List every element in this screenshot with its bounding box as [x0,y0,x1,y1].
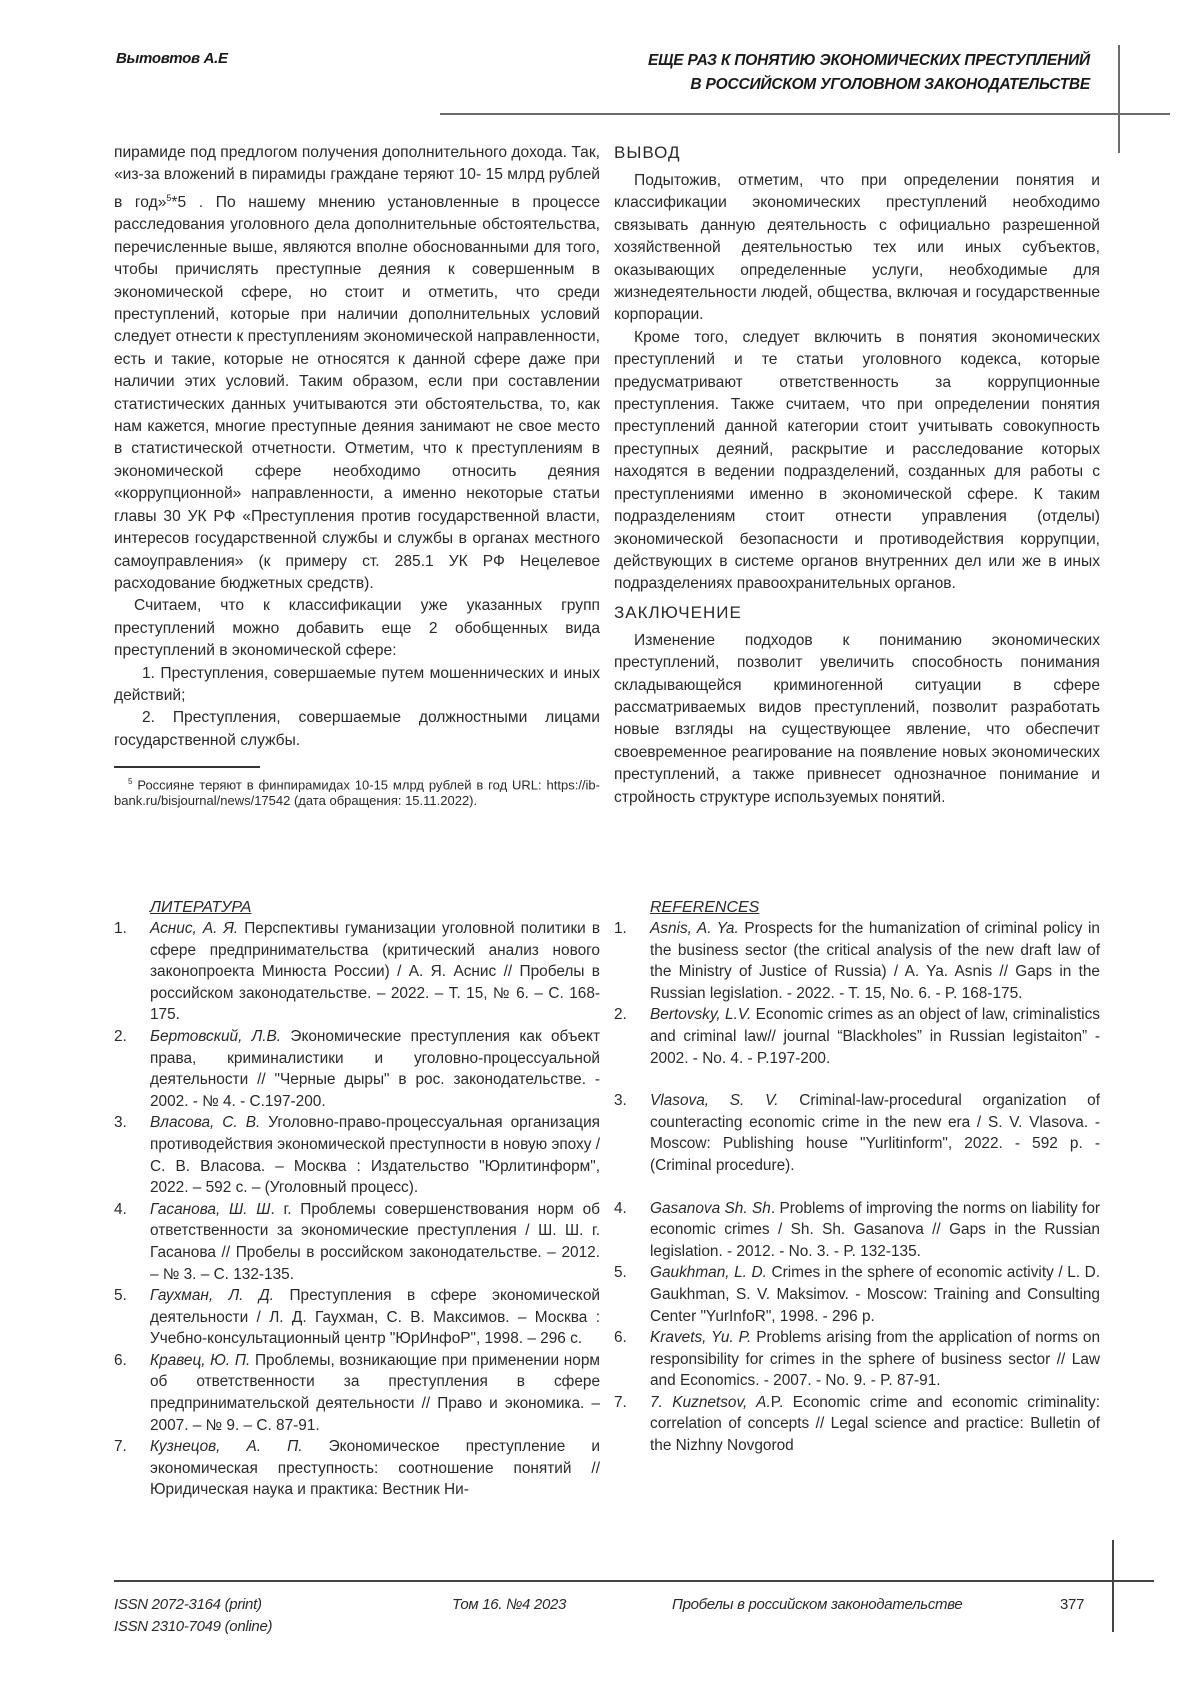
footer-volume: Том 16. №4 2023 [452,1596,567,1613]
body-paragraph: Считаем, что к классификации уже указанных групп преступлений можно добавить еще 2 обобщенных вида преступлений в экономической сфере: [114,597,600,660]
reference-item: 5. Гаухман, Л. Д. Преступления в сфере экономической деятельности / Л. Д. Гаухман, С. В. Максимов. – Москва : Учебно-консультационный центр "ЮрИнфоР", 1998. – 296 с. [114,1287,600,1348]
reference-item: 3. Vlasova, S. V. Criminal-law-procedural organization of counteracting economic crime in the new era / S. V. Vlasova. - Moscow: Publishing house "Yurlitinform", 2022. - 592 p. - (Criminal procedure). [614,1092,1100,1174]
footer-journal-title: Пробелы в российском законодательстве [672,1596,963,1613]
reference-item: 7. 7. Kuznetsov, A.P. Economic crime and economic criminality: correlation of concepts // Legal science and practice: Bulletin of the Nizhny Novgorod [614,1393,1100,1455]
right-column [614,142,1100,809]
references-title: REFERENCES [650,899,760,916]
footer-rule [114,1580,1154,1582]
footer-vertical-rule [1112,1540,1114,1632]
reference-item: 6. Kravets, Yu. P. Problems arising from the application of norms on responsibility for crimes in the sphere of business sector // Law and Economics. - 2007. - No. 9. - P. 87-91. [614,1329,1101,1390]
footnote-rule [114,766,260,768]
footnote-number: 5 [128,777,133,787]
literature-title: ЛИТЕРАТУРА [150,899,252,916]
footnote-ref[interactable]: 5 [166,192,172,203]
footnote-text: Россияне теряют в финпирамидах 10-15 млрд рублей в год URL: https://ib-bank.ru/bisjournal/news/17542 (дата обращения: 15.11.2022). [114,777,600,809]
body-paragraph: Подытожив, отметим, что при определении понятия и классификации экономических преступлений необходимо связывать данную деятельность с официально разрешенной хозяйственной деятельностью тех или иных субъектов, оказывающих определенные услуги, необходимые для жизнедеятельности людей, общества, включая и государственные корпорации. [614,172,1100,324]
body-paragraph: Изменение подходов к пониманию экономических преступлений, позволит увеличить способность понимания складывающейся криминогенной ситуации в сфере рассматриваемых видов преступлений, позволит разработать новые взгляды на существующее явление, что обеспечит своевременное реагирование на появление новых экономических преступлений, а также привнесет однозначное понимание и стройность структуре используемых понятий. [614,631,1100,806]
list-item: 1. Преступления, совершаемые путем мошеннических и иных действий; [114,664,600,704]
list-item: 2. Преступления, совершаемые должностными лицами государственной службы. [114,709,600,749]
reference-item: 7. Кузнецов, А. П. Экономическое преступление и экономическая преступность: соотношение понятий // Юридическая наука и практика: Вестник Ни- [114,1438,600,1499]
left-column [114,142,600,809]
header-rule [440,113,1170,115]
running-header-title [648,49,1090,97]
reference-item: 6. Кравец, Ю. П. Проблемы, возникающие при применении норм об ответственности за преступления в сфере предпринимательской деятельности // Право и экономика. – 2007. – № 9. – С. 87-91. [114,1351,600,1434]
issn-print: ISSN 2072-3164 (print) [114,1596,262,1613]
reference-item: 1. Asnis, A. Ya. Prospects for the humanization of criminal policy in the business sector (the critical analysis of the new draft law of the Ministry of Justice of Russia) / A. Ya. Asnis // Gaps in the Russian legislation. - 2022. - T. 15, No. 6. - P. 168-175. [614,920,1100,1002]
footer-issn [114,1594,272,1638]
reference-item: 2. Bertovsky, L.V. Economic crimes as an object of law, criminalistics and criminal law// journal “Blackholes” in Russian legistaiton” - 2002. - No. 4. - P.197-200. [614,1006,1100,1067]
running-header-title-line1: ЕЩЕ РАЗ К ПОНЯТИЮ ЭКОНОМИЧЕСКИХ ПРЕСТУПЛЕНИЙ [647,52,1090,69]
literature-list [114,898,600,1501]
reference-item: 4. Гасанова, Ш. Ш. г. Проблемы совершенствования норм об ответственности за экономические преступления / Ш. Ш. г. Гасанова // Пробелы в российском законодательстве. – 2012. – № 3. – С. 132-135. [114,1200,600,1283]
running-header-author: Вытовтов А.Е [116,50,228,67]
body-paragraph: пирамиде под предлогом получения дополнительного дохода. Так, «из-за вложений в пирамиды граждане теряют 10- 15 млрд рублей в год»$^5$*5 . По нашему мнению установленные в процессе расследования уголовного дела дополнительные обстоятельства, перечисленные выше, являются вполне обоснованными для того, чтобы причислять преступные деяния к совершенным в экономической сфере, но стоит и отметить, что среди преступлений, которые при наличии дополнительных условий следует отнести к преступлениям экономической направленности, есть и такие, которые не относятся к данной сфере даже при наличии этих условий. Таким образом, если при составлении статистических данных учитываются эти обстоятельства, то, как нам кажется, многие преступные деяния занимают не свое место в статистической отчетности. Отметим, что к преступлениям в экономической сфере необходимо относить деяния «коррупционной» направленности, а именно некоторые статьи главы 30 УК РФ «Преступления против государственной власти, интересов государственной службы и службы в органах местного самоуправления» (к примеру ст. 285.1 УК РФ Нецелевое расходование бюджетных средств). [114,144,600,592]
body-paragraph: Кроме того, следует включить в понятия экономических преступлений и те статьи уголовного кодекса, которые предусматривают ответственность за коррупционные преступления. Также считаем, что при определении понятия преступлений данной категории стоит учитывать совокупность преступных деяний, раскрытие и расследование которых находятся в ведении подразделений, созданных для работы с преступлениями именно в экономической сфере. К таким подразделениям стоит отнести управления (отделы) экономической безопасности и противодействия коррупции, действующих в системе органов внутренних дел или же в иных подразделениях правоохранительных органов. [614,328,1100,593]
section-heading-summary: ЗАКЛЮЧЕНИЕ [614,602,742,622]
reference-item: 3. Власова, С. В. Уголовно-право-процессуальная организация противодействия экономической преступности в новую эпоху / С. В. Власова. – Москва : Издательство "Юрлитинформ", 2022. – 592 с. – (Уголовный процесс). [114,1114,600,1197]
reference-item: 2. Бертовский, Л.В. Экономические преступления как объект права, криминалистики и уголовно-процессуальной деятельности // "Черные дыры" в рос. законодательстве. - 2002. - № 4. - С.197-200. [114,1027,600,1110]
references-list [614,898,1100,1457]
section-heading-conclusion: ВЫВОД [614,143,681,162]
reference-item: 1. Аснис, А. Я. Перспективы гуманизации уголовной политики в сфере предпринимательства (критический анализ нового законопроекта Минюста России) / А. Я. Аснис // Пробелы в российском законодательстве. – 2022. – Т. 15, № 6. – С. 168-175. [114,920,600,1024]
issn-online: ISSN 2310-7049 (online) [114,1618,273,1635]
reference-item: 4. Gasanova Sh. Sh. Problems of improving the norms on liability for economic crimes / Sh. Sh. Gasanova // Gaps in the Russian legislation. - 2012. - No. 3. - P. 132-135. [614,1199,1101,1260]
page-number: 377 [1060,1596,1085,1613]
running-header-title-line2: В РОССИЙСКОМ УГОЛОВНОМ ЗАКОНОДАТЕЛЬСТВЕ [690,76,1090,93]
reference-item: 5. Gaukhman, L. D. Crimes in the sphere of economic activity / L. D. Gaukhman, S. V. Maksimov. - Moscow: Training and Consulting Center "YurInfoR", 1998. - 296 p. [614,1264,1100,1325]
footnote [114,774,600,809]
header-vertical-rule [1118,45,1120,153]
